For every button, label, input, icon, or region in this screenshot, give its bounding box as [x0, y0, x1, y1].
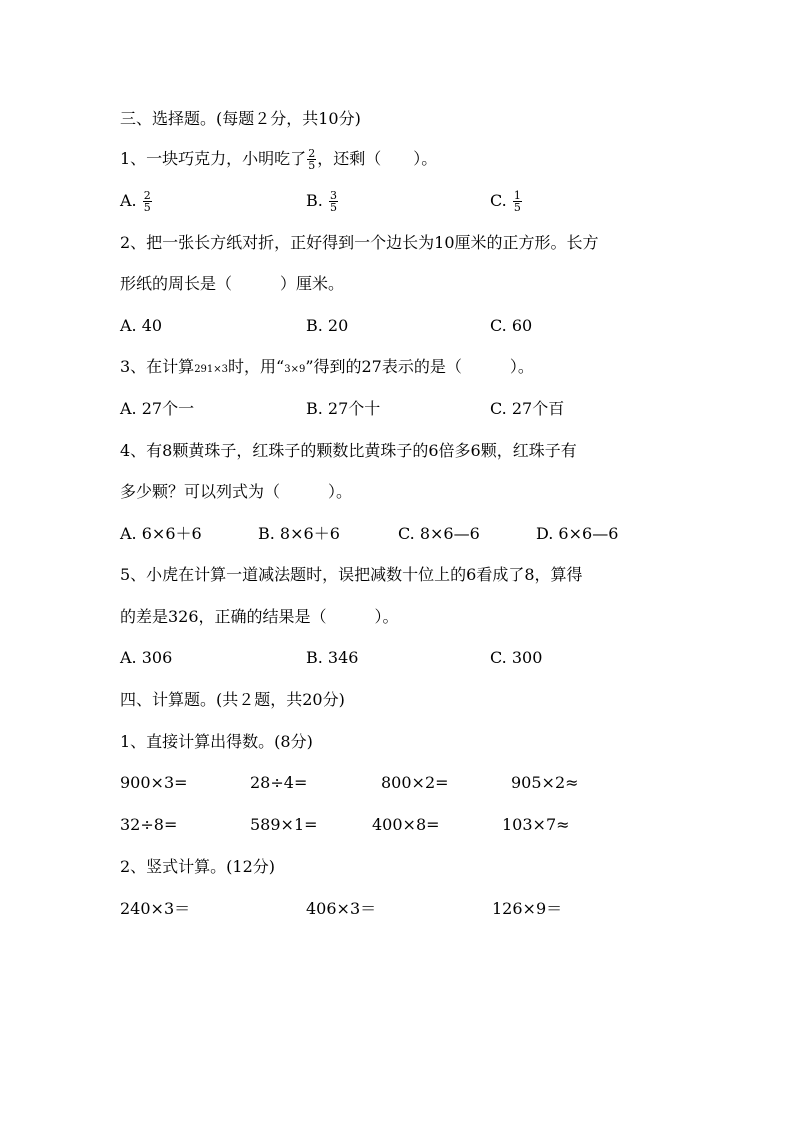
question-4-line-1: 4、有8颗黄珠子，红珠子的颗数比黄珠子的6倍多6颗，红珠子有: [120, 441, 577, 460]
calc-question-1-title: 1、直接计算出得数。(8分): [120, 732, 313, 751]
fraction-numerator: 2: [308, 147, 316, 160]
question-1-fraction: [307, 148, 316, 171]
vertical-calc-item: 126×9＝: [492, 899, 563, 918]
calc-item: 905×2≈: [511, 773, 579, 792]
q2-option-c: C. 60: [490, 316, 533, 335]
calc-question-2-title: 2、竖式计算。(12分): [120, 857, 276, 876]
fraction-denominator: 5: [329, 201, 337, 214]
question-1-prefix: 1、一块巧克力，小明吃了: [120, 149, 307, 168]
fraction-numerator: 2: [143, 189, 151, 202]
fraction-denominator: 5: [308, 159, 316, 172]
option-fraction: [143, 190, 152, 213]
q4-option-a: A. 6×6＋6: [120, 524, 202, 543]
calc-item: 589×1=: [250, 815, 318, 834]
q3-option-a: A. 27个一: [120, 399, 195, 418]
fraction-numerator: 3: [329, 189, 337, 202]
option-fraction: [513, 190, 522, 213]
fraction-denominator: 5: [513, 201, 521, 214]
option-letter: C.: [490, 191, 507, 210]
question-3-part-2: 时，用“: [228, 357, 285, 376]
q5-option-c: C. 300: [490, 648, 543, 667]
vertical-calc-item: 406×3＝: [306, 899, 377, 918]
q5-option-a: A. 306: [120, 648, 173, 667]
question-3-expression-2: 3×9: [284, 364, 306, 375]
question-3-part-1: 3、在计算: [120, 357, 195, 376]
calc-item: 32÷8=: [120, 815, 178, 834]
q1-option-c: [490, 190, 523, 213]
section-3-title: 三、选择题。(每题２分，共10分): [120, 109, 361, 128]
q2-option-b: B. 20: [306, 316, 349, 335]
calc-item: 28÷4=: [250, 773, 308, 792]
calc-item: 800×2=: [381, 773, 449, 792]
question-5-line-2: 的差是326，正确的结果是（ ）。: [120, 607, 399, 626]
question-1-suffix: ，还剩（ ）。: [317, 149, 438, 168]
fraction-denominator: 5: [143, 201, 151, 214]
q3-option-c: C. 27个百: [490, 399, 565, 418]
calc-item: 103×7≈: [502, 815, 570, 834]
section-4-title: 四、计算题。(共２题，共20分): [120, 690, 345, 709]
calc-item: 400×8=: [372, 815, 440, 834]
q3-option-b: B. 27个十: [306, 399, 381, 418]
option-fraction: [329, 190, 338, 213]
question-3-expression-1: 291×3: [194, 364, 229, 375]
q1-option-a: [120, 190, 153, 213]
q4-option-d: D. 6×6—6: [536, 524, 619, 543]
q4-option-c: C. 8×6—6: [398, 524, 480, 543]
option-letter: B.: [306, 191, 323, 210]
question-3: [120, 356, 534, 381]
q4-option-b: B. 8×6＋6: [258, 524, 340, 543]
q2-option-a: A. 40: [120, 316, 163, 335]
fraction-numerator: 1: [513, 189, 521, 202]
question-1: [120, 148, 437, 171]
question-2-line-2: 形纸的周长是（ ）厘米。: [120, 274, 345, 293]
question-4-line-2: 多少颗？可以列式为（ ）。: [120, 482, 353, 501]
q5-option-b: B. 346: [306, 648, 359, 667]
question-3-part-3: ”得到的27表示的是（ ）。: [305, 357, 534, 376]
option-letter: A.: [120, 191, 137, 210]
q1-option-b: [306, 190, 339, 213]
question-5-line-1: 5、小虎在计算一道减法题时，误把减数十位上的6看成了8，算得: [120, 565, 583, 584]
vertical-calc-item: 240×3＝: [120, 899, 191, 918]
calc-item: 900×3=: [120, 773, 188, 792]
question-2-line-1: 2、把一张长方纸对折，正好得到一个边长为10厘米的正方形。长方: [120, 233, 599, 252]
